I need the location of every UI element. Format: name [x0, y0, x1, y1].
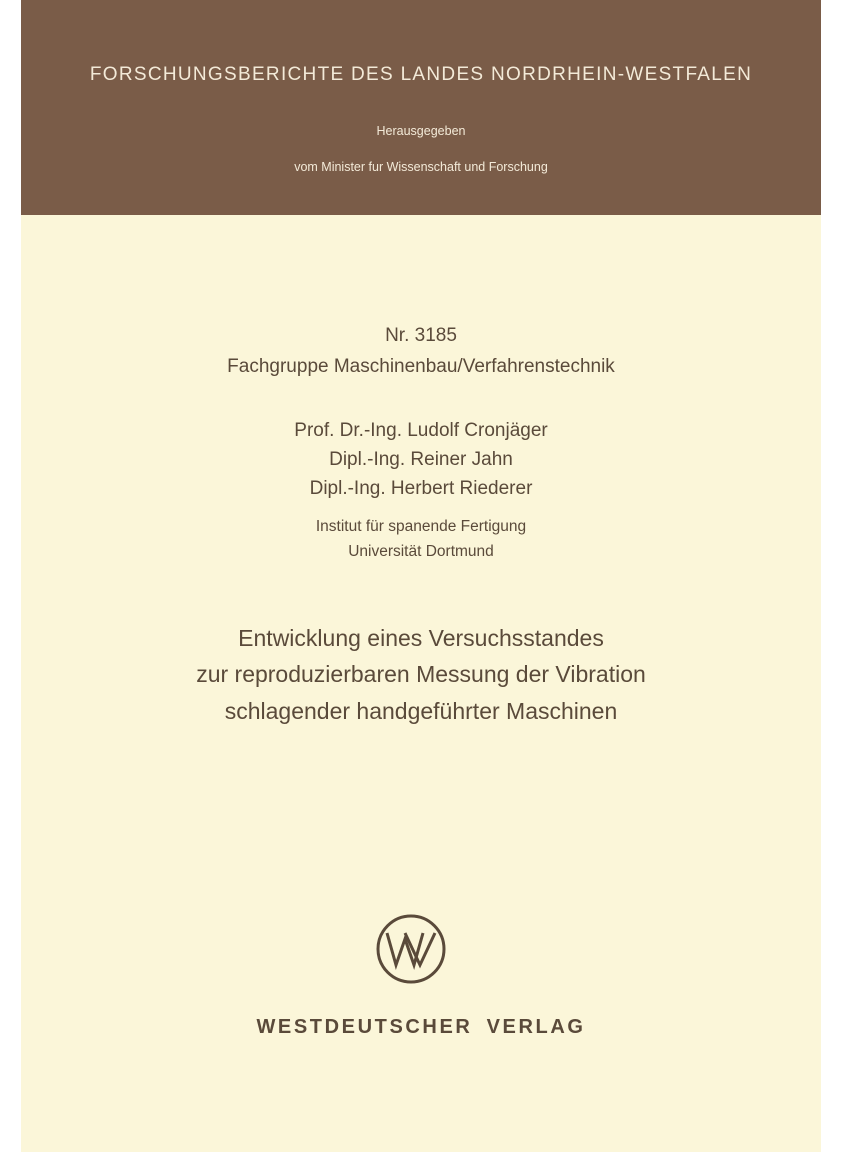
author-2: Dipl.-Ing. Reiner Jahn — [329, 449, 513, 470]
series-title: FORSCHUNGSBERICHTE DES LANDES NORDRHEIN-WESTFALEN — [89, 64, 753, 85]
institute-name: Institut für spanende Fertigung — [315, 518, 527, 535]
author-3: Dipl.-Ing. Herbert Riederer — [309, 478, 533, 499]
author-1: Prof. Dr.-Ing. Ludolf Cronjäger — [294, 420, 548, 441]
book-title-line-2: zur reproduzierbaren Messung der Vibration — [196, 661, 646, 687]
series-header-band — [21, 0, 821, 215]
report-number: Nr. 3185 — [385, 325, 457, 346]
university-name: Universität Dortmund — [348, 543, 494, 560]
minister-label: vom Minister fur Wissenschaft und Forschung — [294, 160, 548, 174]
wv-circle-logo-icon — [375, 913, 447, 985]
book-title-line-3: schlagender handgeführter Maschinen — [224, 698, 618, 724]
book-title-line-1: Entwicklung eines Versuchsstandes — [238, 625, 604, 651]
report-group: Fachgruppe Maschinenbau/Verfahrenstechnik — [227, 356, 615, 377]
book-cover — [21, 0, 821, 1152]
issued-by-label: Herausgegeben — [376, 124, 466, 138]
publisher-name: WESTDEUTSCHER VERLAG — [256, 1016, 586, 1038]
